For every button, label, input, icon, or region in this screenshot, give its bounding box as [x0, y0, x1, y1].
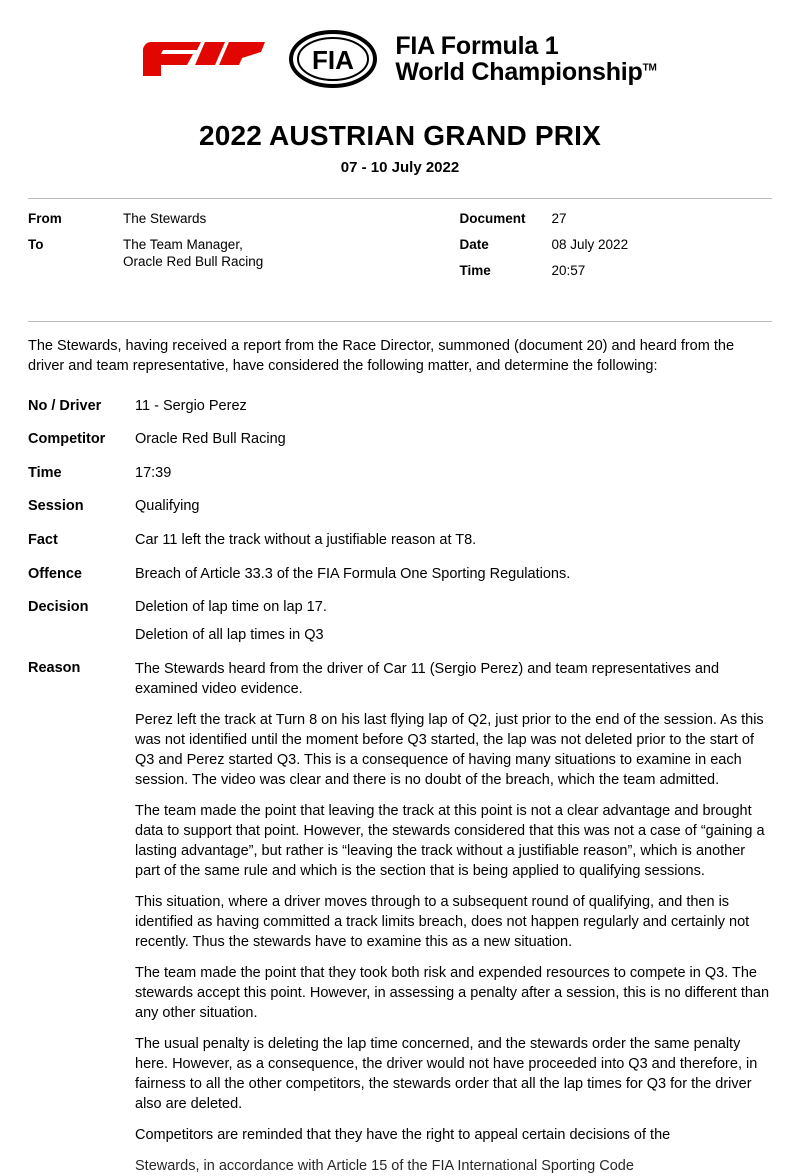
offence-value: Breach of Article 33.3 of the FIA Formula One Sporting Regulations.	[135, 565, 571, 582]
championship-line-2: World Championship™	[395, 58, 657, 86]
svg-text:FIA: FIA	[312, 45, 355, 75]
field-driver	[28, 397, 772, 417]
reason-paragraph: The team made the point that they took both risk and expended resources to compete in Q3. The stewards accept this point. However, in assessing a penalty after a session, this is no different than any other situation.	[135, 965, 770, 1022]
decision-line-1: Deletion of lap time on lap 17.	[135, 599, 327, 616]
field-reason	[28, 659, 772, 1175]
to-value	[123, 237, 263, 271]
meta-row-to	[28, 237, 460, 271]
trademark-mark: TM	[642, 62, 657, 74]
page-title: 2022 AUSTRIAN GRAND PRIX	[198, 120, 602, 151]
competitor-label: Competitor	[28, 431, 106, 448]
driver-value: 11 - Sergio Perez	[135, 397, 247, 414]
meta-row-date	[460, 237, 772, 254]
fact-value: Car 11 left the track without a justifiable reason at T8.	[135, 532, 477, 549]
decision-fields	[28, 397, 772, 1175]
time-field-label: Time	[28, 464, 62, 481]
meta-row-from	[28, 211, 460, 228]
session-label: Session	[28, 498, 84, 515]
page-subtitle: 07 - 10 July 2022	[340, 159, 460, 176]
document-value: 27	[551, 211, 567, 226]
session-value: Qualifying	[135, 498, 200, 515]
field-offence	[28, 565, 772, 585]
decision-label: Decision	[28, 599, 89, 616]
reason-paragraph-clipped: Stewards, in accordance with Article 15 of the FIA International Sporting Code	[135, 1158, 634, 1175]
field-competitor	[28, 430, 772, 450]
time-value: 20:57	[551, 262, 586, 278]
from-label: From	[28, 211, 62, 226]
reason-paragraph: The team made the point that leaving the track at this point is not a clear advantage and brought data to support that point. However, the stewards considered that this was not a case of “gaining a lasting advantage”, but rather is “leaving the track without a justifiable reason”, which is another part of the same rule and which is the section that is being applied to qualifying sessions.	[135, 803, 765, 880]
field-session	[28, 497, 772, 517]
reason-paragraph: Perez left the track at Turn 8 on his last flying lap of Q2, just prior to the end of the session. As this was not identified until the moment before Q3 started, the lap was not deleted prior to the start of Q3 and Perez started Q3. This is a consequence of having many situations to examine in each session. The video was clear and there is no doubt of the breach, which the team admitted.	[135, 712, 764, 789]
to-label: To	[28, 236, 44, 252]
intro-paragraph: The Stewards, having received a report from the Race Director, summoned (document 20) and heard from the driver and team representative, have considered the following matter, and determine the following:	[28, 337, 735, 375]
championship-title	[395, 33, 656, 85]
fia-logo-icon	[289, 30, 377, 88]
field-decision	[28, 598, 772, 645]
meta-block	[28, 199, 772, 299]
reason-paragraph: The usual penalty is deleting the lap time concerned, and the stewards order the same penalty here. However, as a consequence, the driver would not have proceeded into Q3 and therefore, in fairness to all the other competitors, the stewards order that all the lap times for Q3 for the driver also are deleted.	[135, 1036, 758, 1113]
time-label: Time	[459, 262, 491, 278]
reason-label: Reason	[28, 660, 81, 677]
driver-label: No / Driver	[28, 397, 102, 414]
to-value-line-1: The Team Manager,	[123, 236, 243, 252]
document-label: Document	[459, 211, 526, 226]
document-header	[28, 28, 772, 90]
reason-value	[135, 659, 772, 1175]
decision-line-2: Deletion of all lap times in Q3	[135, 626, 324, 643]
reason-paragraph: This situation, where a driver moves through to a subsequent round of qualifying, and then is identified as having committed a track limits breach, does not happen regularly and certainly not recently. Thus the stewards have to examine this as a new situation.	[135, 894, 750, 951]
to-value-line-2: Oracle Red Bull Racing	[123, 253, 264, 269]
meta-row-document	[460, 211, 772, 228]
from-value: The Stewards	[123, 211, 207, 226]
meta-left-column	[28, 211, 460, 289]
time-field-value: 17:39	[135, 464, 172, 481]
competitor-value: Oracle Red Bull Racing	[135, 431, 286, 448]
date-value: 08 July 2022	[551, 236, 629, 252]
fact-label: Fact	[28, 532, 58, 549]
date-label: Date	[459, 236, 489, 252]
reason-paragraph: Competitors are reminded that they have the right to appeal certain decisions of the	[135, 1127, 671, 1144]
f1-logo-icon	[143, 38, 271, 80]
meta-right-column	[460, 211, 772, 289]
offence-label: Offence	[28, 565, 82, 582]
reason-paragraph: The Stewards heard from the driver of Car 11 (Sergio Perez) and team representatives and examined video evidence.	[135, 661, 720, 698]
championship-line-1: FIA Formula 1	[395, 32, 559, 60]
field-time	[28, 464, 772, 484]
field-fact	[28, 531, 772, 551]
meta-row-time	[460, 263, 772, 280]
decision-value	[135, 598, 772, 645]
